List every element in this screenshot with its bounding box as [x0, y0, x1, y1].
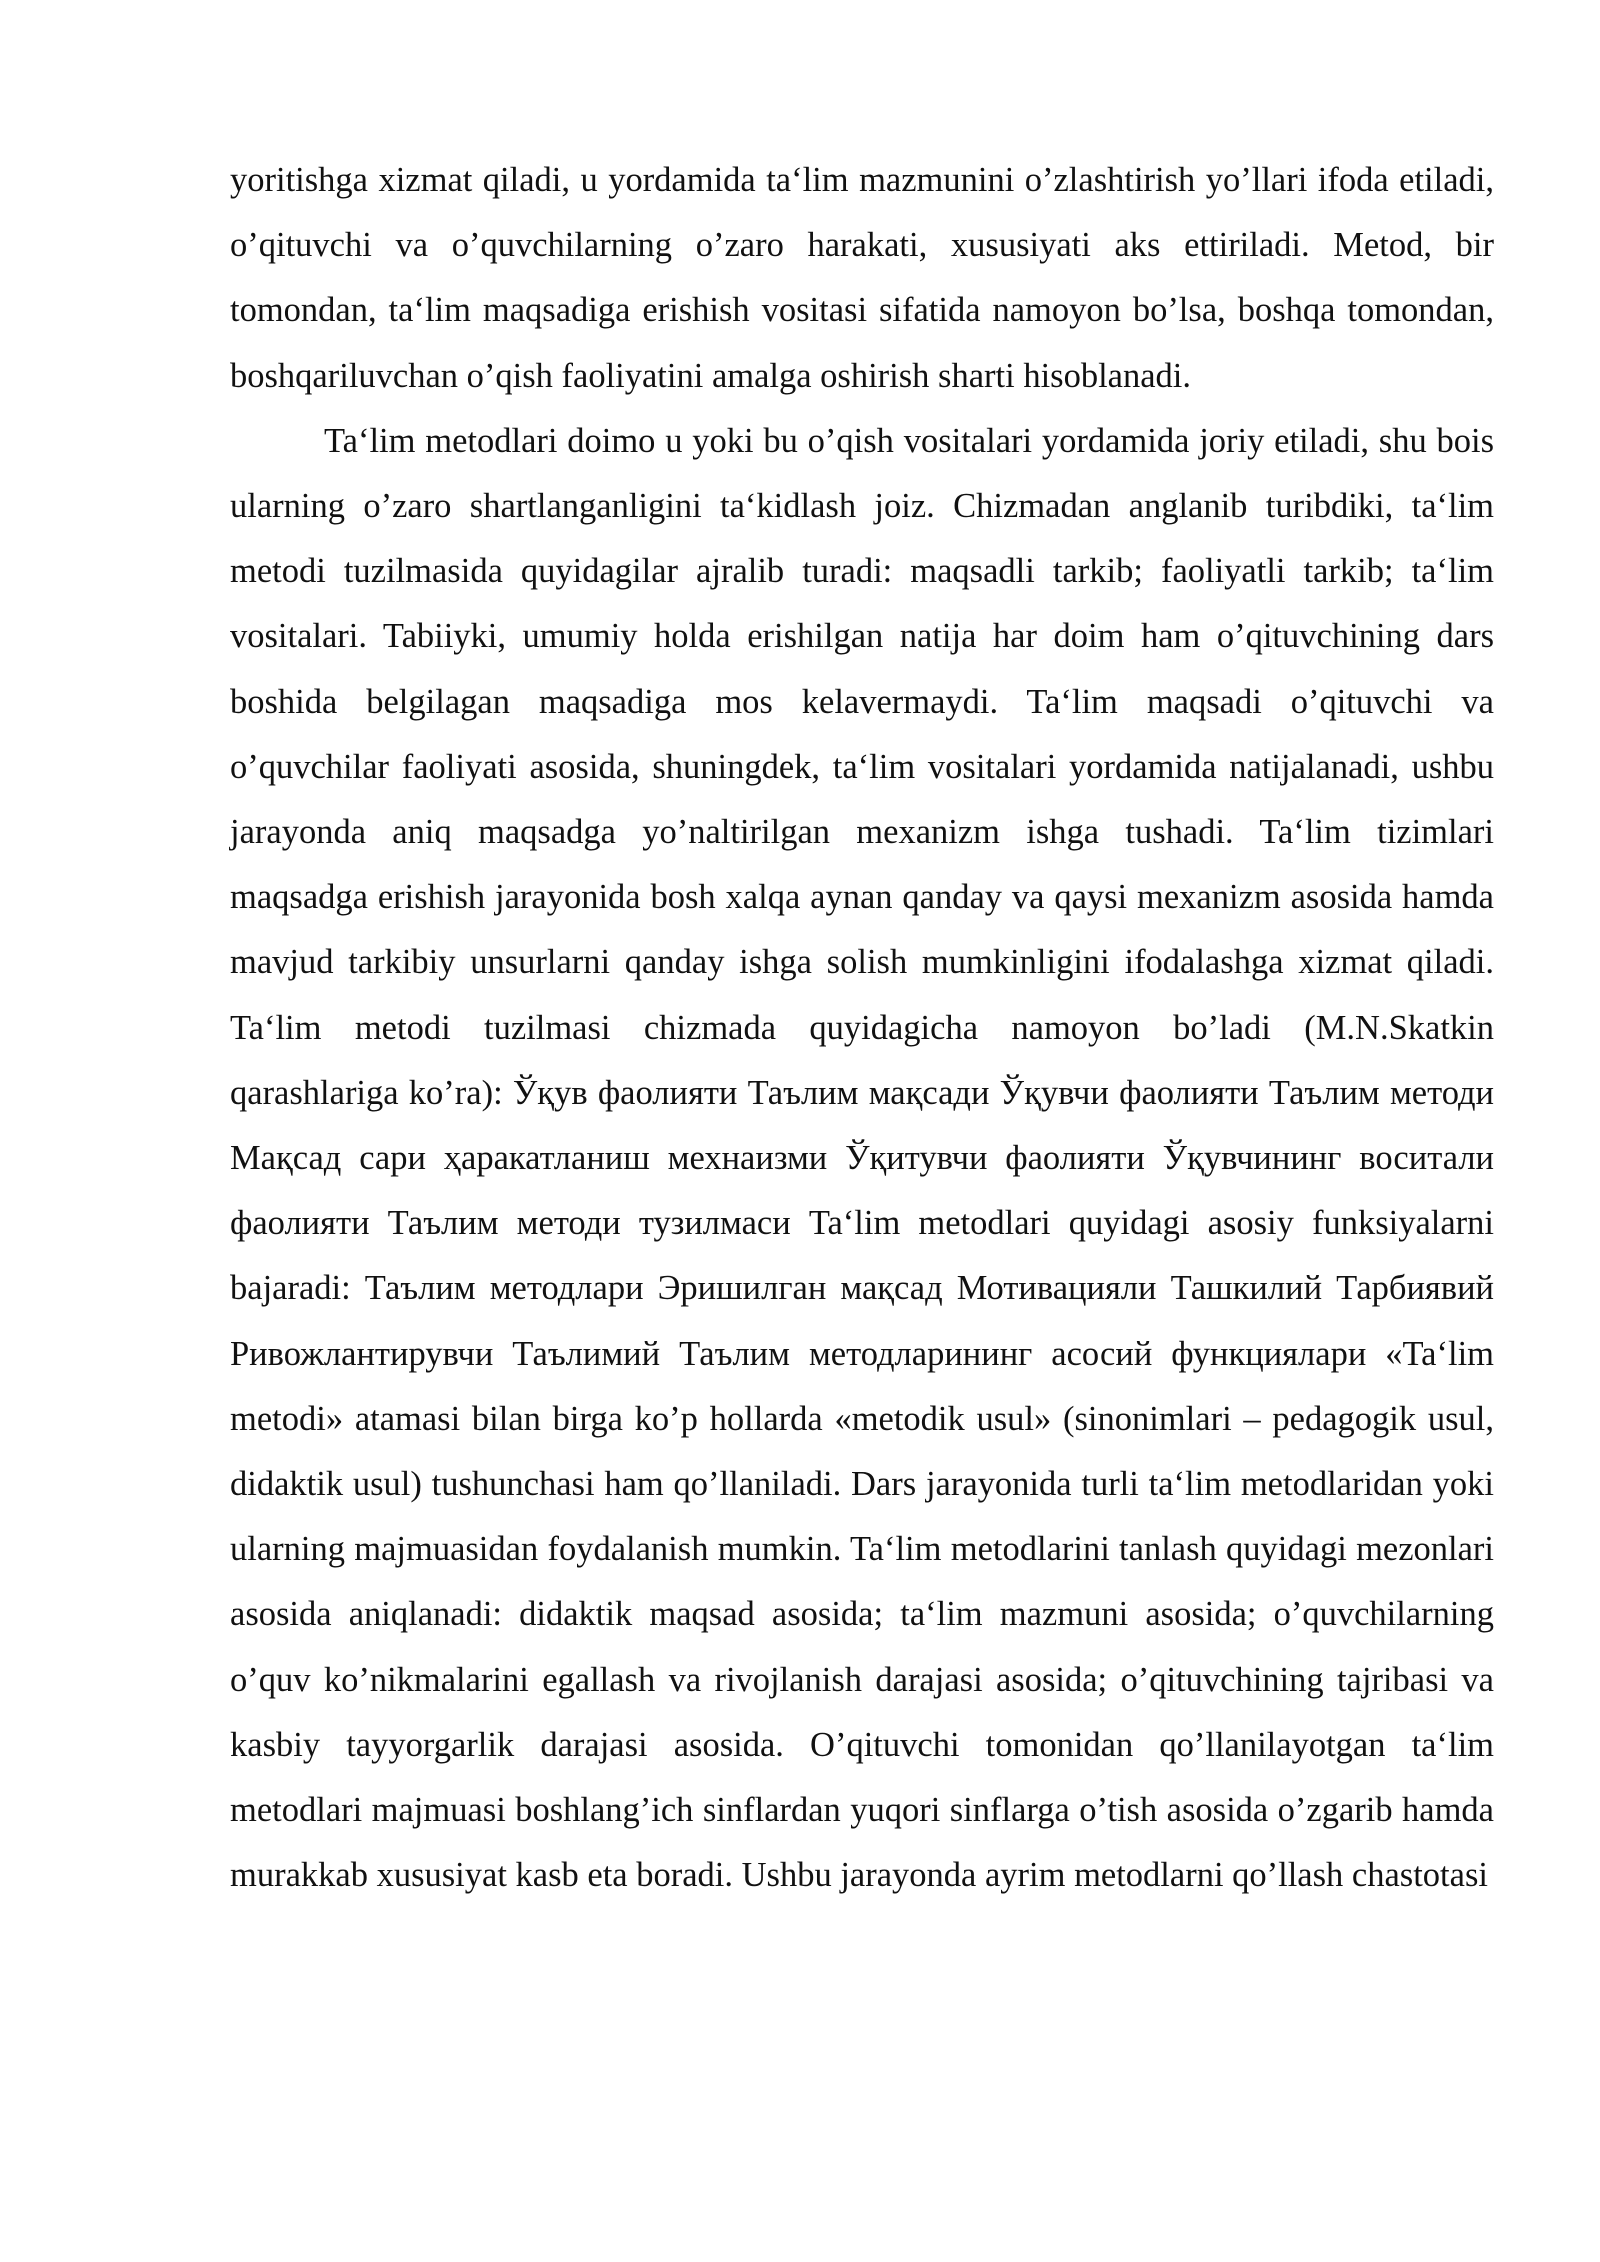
- paragraph-2: Ta‘lim metodlari doimo u yoki bu o’qish vositalari yordamida joriy etiladi, shu bois ularning o’zaro shartlanganligini ta‘kidlash joiz. Chizmadan anglanib turibdiki, ta‘lim metodi tuzilmasida quyidagilar ajralib turadi: maqsadli tarkib; faoliyatli tarkib; ta‘lim vositalari. Tabiiyki, umumiy holda erishilgan natija har doim ham o’qituvchining dars boshida belgilagan maqsadiga mos kelavermaydi. Ta‘lim maqsadi o’qituvchi va o’quvchilar faoliyati asosida, shuningdek, ta‘lim vositalari yordamida natijalanadi, ushbu jarayonda aniq maqsadga yo’naltirilgan mexanizm ishga tushadi. Ta‘lim tizimlari maqsadga erishish jarayonida bosh xalqa aynan qanday va qaysi mexanizm asosida hamda mavjud tarkibiy unsurlarni qanday ishga solish mumkinligini ifodalashga xizmat qiladi. Ta‘lim metodi tuzilmasi chizmada quyidagicha namoyon bo’ladi (M.N.Skatkin qarashlariga ko’ra): Ўқув фаолияти Таълим мақсади Ўқувчи фаолияти Таълим методи Мақсад сари ҳаракатланиш мехнаизми Ўқитувчи фаолияти Ўқувчининг воситали фаолияти Таълим методи тузилмаси Ta‘lim metodlari quyidagi asosiy funksiyalarni bajaradi: Таълим методлари Эришилган мақсад Мотивацияли Ташкилий Тарбиявий Ривожлантирувчи Таълимий Таълим методларининг асосий функциялари «Ta‘lim metodi» atamasi bilan birga ko’p hollarda «metodik usul» (sinonimlari – pedagogik usul, didaktik usul) tushunchasi ham qo’llaniladi. Dars jarayonida turli ta‘lim metodlaridan yoki ularning majmuasidan foydalanish mumkin. Ta‘lim metodlarini tanlash quyidagi mezonlari asosida aniqlanadi: didaktik maqsad asosida; ta‘lim mazmuni asosida; o’quvchilarning o’quv ko’nikmalarini egallash va rivojlanish darajasi asosida; o’qituvchining tajribasi va kasbiy tayyorgarlik darajasi asosida. O’qituvchi tomonidan qo’llanilayotgan ta‘lim metodlari majmuasi boshlang’ich sinflardan yuqori sinflarga o’tish asosida o’zgarib hamda murakkab xususiyat kasb eta boradi. Ushbu jarayonda ayrim metodlarni qo’llash chastotasi: [230, 421, 1494, 1895]
- paragraph-1: yoritishga xizmat qiladi, u yordamida ta‘lim mazmunini o’zlashtirish yo’llari ifoda etiladi, o’qituvchi va o’quvchilarning o’zaro harakati, xususiyati aks ettiriladi. Metod, bir tomondan, ta‘lim maqsadiga erishish vositasi sifatida namoyon bo’lsa, boshqa tomondan, boshqariluvchan o’qish faoliyatini amalga oshirish sharti hisoblanadi.: [230, 161, 1494, 395]
- body-text: [230, 148, 1494, 1908]
